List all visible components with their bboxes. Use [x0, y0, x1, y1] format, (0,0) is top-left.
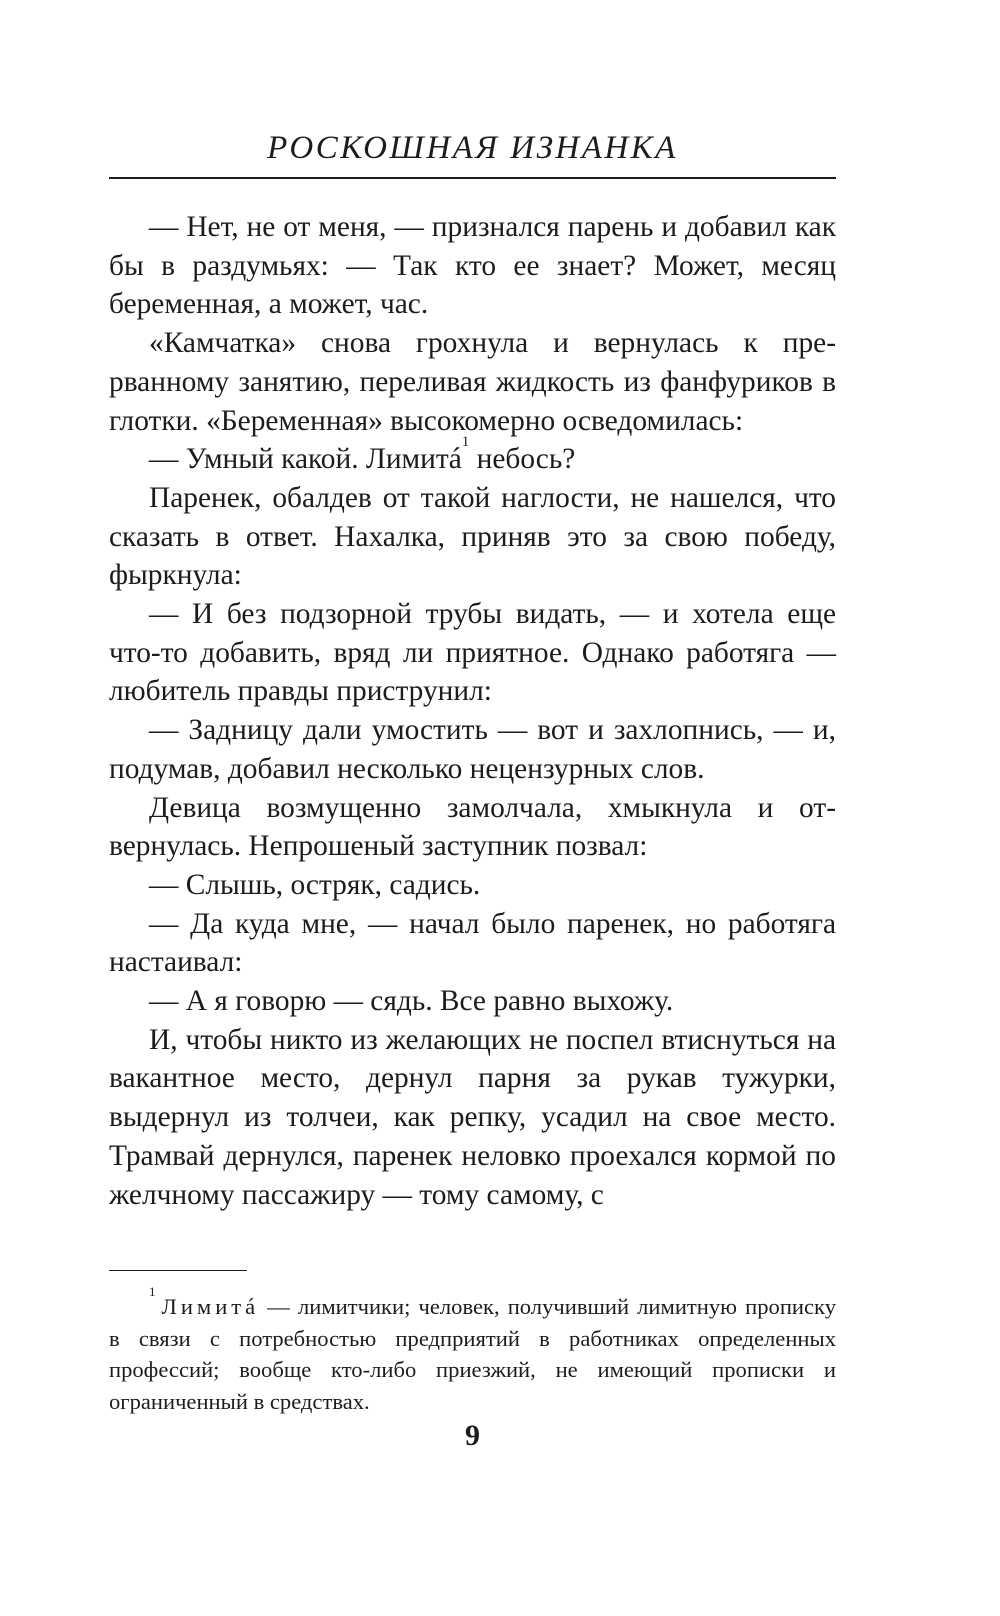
footnote-rule	[109, 1270, 247, 1271]
footnote-text: — лимитчики; человек, получивший лимитную прописку в связи с потребностью предприятий в работниках определенных профессий; вообще кто-либо приезжий, не имеющий прописки и ограниченный в средствах.	[109, 1294, 836, 1414]
paragraph-text: — Умный какой. Лимитá	[149, 443, 462, 476]
paragraph: Паренек, обалдев от такой наглости, не нашелся, что сказать в ответ. Нахалка, приняв это за свою победу, фыркнула:	[109, 481, 836, 592]
paragraph-tail: небось?	[469, 443, 576, 476]
body-text	[109, 208, 836, 1214]
paragraph: — И без подзорной трубы видать, — и хотела еще что-то добавить, вряд ли приятное. Однако работяга — любитель правды приструнил:	[109, 598, 836, 708]
paragraph: — Нет, не от меня, — признался парень и добавил как бы в раздумьях: — Так кто ее знает? Может, месяц беременная, а может, час.	[109, 211, 836, 321]
footnote-marker[interactable]: 1	[461, 434, 470, 451]
running-head: РОСКОШНАЯ ИЗНАНКА	[267, 130, 678, 166]
book-page	[109, 0, 836, 1616]
footnote-number: 1	[149, 1284, 156, 1299]
footnote	[109, 1284, 836, 1417]
paragraph: И, чтобы никто из желающих не поспел втиснуться на вакантное место, дернул парня за рукав тужурки, выдернул из толчеи, как репку, усадил на свое место. Трамвай дернулся, паренек неловко проехался кормой по желчному пассажиру — тому самому, с	[109, 1023, 836, 1211]
paragraph-with-footnote	[109, 434, 836, 479]
paragraph: — Да куда мне, — начал было паренек, но работяга настаивал:	[109, 907, 836, 979]
footnote-term: Лимитá	[161, 1294, 260, 1319]
paragraph: — Слышь, остряк, садись.	[149, 868, 481, 901]
page-number: 9	[465, 1419, 480, 1452]
paragraph: «Камчатка» снова грохнула и вернулась к прерванному занятию, переливая жидкость из фанфуриков в глотки. «Беременная» высокомерно осведомилась:	[109, 327, 836, 437]
paragraph: Девица возмущенно замолчала, хмыкнула и отвернулась. Непрошеный заступник позвал:	[109, 791, 836, 863]
paragraph: — А я говорю — сядь. Все равно выхожу.	[149, 985, 674, 1018]
header-rule	[109, 177, 836, 179]
paragraph: — Задницу дали умостить — вот и захлопнись, — и, подумав, добавил несколько нецензурных слов.	[109, 714, 836, 785]
